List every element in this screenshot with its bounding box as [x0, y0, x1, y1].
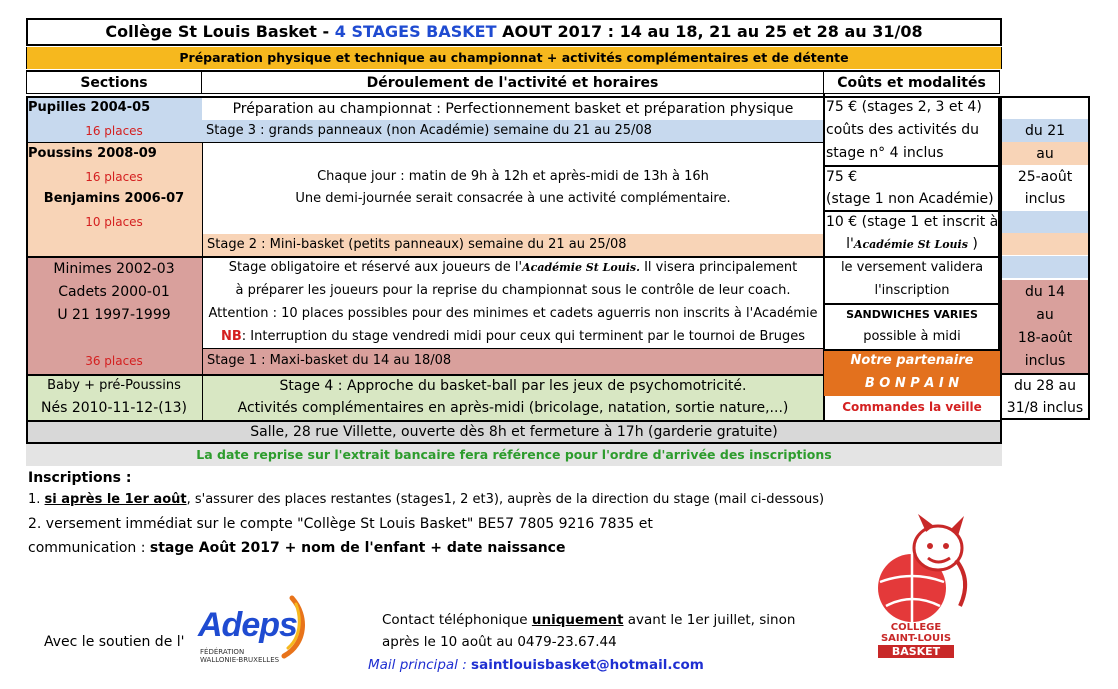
- basketball-devil-icon: [868, 510, 978, 625]
- pupilles-stage: Stage 3 : grands panneaux (non Académie) semaine du 21 au 25/08: [202, 120, 824, 142]
- contact-1-bold: uniquement: [531, 612, 624, 628]
- baby-years: Nés 2010-11-12-(13): [41, 400, 187, 416]
- minimes-desc-line4: [202, 326, 824, 348]
- pupilles-places: 16 places: [85, 124, 143, 138]
- nb-label: NB: [220, 329, 242, 344]
- date-7: 18-août: [1017, 330, 1073, 346]
- cost-line-7: [824, 233, 1000, 255]
- date-1: du 21: [1024, 123, 1066, 139]
- baby-label: Baby + pré-Poussins: [47, 378, 181, 393]
- adeps-logo: [196, 592, 312, 672]
- col-header-sections: Sections: [26, 70, 202, 94]
- minimes-desc-line3: Attention : 10 places possibles pour des minimes et cadets aguerris non inscrits à l'Académie: [208, 306, 818, 321]
- benjamins-places: 10 places: [85, 215, 143, 229]
- poussins-desc-line1: Chaque jour : matin de 9h à 12h et après-midi de 13h à 16h: [317, 169, 709, 184]
- subtitle: Préparation physique et technique au championnat + activités complémentaires et de détente: [179, 50, 849, 65]
- cost-line-7-c: ): [967, 236, 978, 252]
- sandwich-title: SANDWICHES VARIES: [846, 308, 978, 321]
- date-5: du 14: [1024, 284, 1066, 300]
- col-header-deroulement: Déroulement de l'activité et horaires: [202, 70, 824, 94]
- contact-1-post: avant le 1er juillet, sinon: [623, 612, 796, 628]
- mail-label: Mail principal :: [368, 657, 472, 673]
- adeps-sub-2: WALLONIE-BRUXELLES: [200, 656, 280, 664]
- club-logo: [868, 510, 978, 660]
- minimes-desc-line2: à préparer les joueurs pour la reprise du championnat sous le contrôle de leur coach.: [235, 283, 791, 298]
- title-suffix: AOUT 2017 : 14 au 18, 21 au 25 et 28 au 31/08: [496, 22, 923, 41]
- support-text: Avec le soutien de l': [44, 634, 185, 650]
- inscription-1-rest: , s'assurer des places restantes (stages1, 2 et3), auprès de la direction du stage (mail ci-dessous): [186, 492, 825, 507]
- venue-row: Salle, 28 rue Villette, ouverte dès 8h et fermeture à 17h (garderie gratuite): [26, 420, 1002, 444]
- baby-desc-line1: Stage 4 : Approche du basket-ball par les jeux de psychomotricité.: [279, 378, 747, 394]
- inscription-1-bold: si après le 1er août: [44, 492, 187, 507]
- dates-bg-peach-2: [1002, 233, 1088, 255]
- club-logo-line-3: BASKET: [878, 645, 954, 658]
- club-logo-line-1: COLLEGE: [890, 622, 942, 633]
- date-4: inclus: [1024, 191, 1066, 207]
- minimes-label: Minimes 2002-03: [53, 261, 175, 277]
- poussins-places: 16 places: [85, 170, 143, 184]
- date-9: du 28 au: [1014, 378, 1076, 394]
- inscription-line-3: [28, 537, 928, 559]
- subtitle-bar: [26, 47, 1002, 69]
- cadets-label: Cadets 2000-01: [58, 284, 170, 300]
- cost-line-5: (stage 1 non Académie): [826, 191, 994, 207]
- cost-line-6: 10 € (stage 1 et inscrit à: [826, 214, 998, 230]
- cost-line-8: le versement validera: [840, 260, 984, 275]
- date-3: 25-août: [1017, 169, 1073, 185]
- adeps-sub-1: FÉDÉRATION: [200, 648, 245, 656]
- contact-line-2: après le 10 août au 0479-23.67.44: [382, 634, 617, 650]
- partner-name: B O N P A I N: [864, 376, 960, 391]
- cost-line-3: stage n° 4 inclus: [826, 145, 944, 161]
- minimes-line1-c: Il visera principalement: [639, 260, 798, 275]
- partner-orders: Commandes la veille: [842, 400, 982, 414]
- minimes-line1-a: Stage obligatoire et réservé aux joueurs de l': [228, 260, 523, 275]
- mail-line: [368, 654, 798, 676]
- mail-link[interactable]: saintlouisbasket@hotmail.com: [471, 657, 704, 673]
- cost-line-7-a: l': [846, 236, 854, 252]
- minimes-stage: Stage 1 : Maxi-basket du 14 au 18/08: [202, 348, 824, 374]
- date-10: 31/8 inclus: [1006, 400, 1084, 416]
- baby-desc-line2: Activités complémentaires en après-midi (bricolage, natation, sortie nature,...): [237, 400, 789, 416]
- poussins-stage: Stage 2 : Mini-basket (petits panneaux) semaine du 21 au 25/08: [202, 234, 824, 256]
- cost-line-1: 75 € (stages 2, 3 et 4): [826, 99, 982, 115]
- dates-bg-blue-3: [1002, 256, 1088, 278]
- date-8: inclus: [1024, 353, 1066, 369]
- club-logo-line-2: SAINT-LOUIS: [880, 633, 952, 644]
- inscription-1-num: 1.: [28, 492, 45, 507]
- inscription-line-1: [28, 489, 928, 511]
- col-header-couts: Coûts et modalités: [824, 70, 1000, 94]
- sandwich-sub: possible à midi: [863, 329, 961, 344]
- pupilles-label: Pupilles 2004-05: [28, 100, 151, 115]
- inscription-3-bold: stage Août 2017 + nom de l'enfant + date naissance: [149, 540, 566, 556]
- u21-label: U 21 1997-1999: [57, 307, 171, 323]
- academie-name: Académie St Louis.: [522, 261, 640, 274]
- partner-title: Notre partenaire: [850, 353, 974, 368]
- inscriptions-title: Inscriptions :: [28, 470, 132, 486]
- poussins-desc-line2: Une demi-journée serait consacrée à une activité complémentaire.: [295, 191, 731, 206]
- cost-line-4: 75 €: [826, 169, 858, 185]
- title-prefix: Collège St Louis Basket -: [105, 22, 335, 41]
- contact-1-pre: Contact téléphonique: [382, 612, 532, 628]
- date-6: au: [1036, 307, 1054, 323]
- cost-academie: Académie St Louis: [853, 238, 968, 251]
- minimes-desc-line1: [202, 257, 824, 279]
- minimes-places: 36 places: [85, 354, 143, 368]
- title-bar: [26, 18, 1002, 46]
- inscription-3-pre: communication :: [28, 540, 150, 556]
- reference-note: La date reprise sur l'extrait bancaire fera référence pour l'ordre d'arrivée des inscriptions: [26, 444, 1002, 466]
- adeps-logo-text: Adeps: [198, 606, 297, 644]
- minimes-line4-text: : Interruption du stage vendredi midi pour ceux qui terminent par le tournoi de Bruges: [241, 329, 806, 344]
- date-2: au: [1036, 146, 1054, 162]
- poussins-label: Poussins 2008-09: [28, 146, 157, 161]
- cost-line-2: coûts des activités du: [826, 122, 980, 138]
- inscription-line-2: 2. versement immédiat sur le compte "Collège St Louis Basket" BE57 7805 9216 7835 et: [28, 516, 653, 532]
- contact-line-1: [382, 609, 812, 631]
- pupilles-desc: Préparation au championnat : Perfectionnement basket et préparation physique: [202, 96, 824, 120]
- benjamins-label: Benjamins 2006-07: [43, 191, 185, 206]
- cost-line-9: l'inscription: [874, 283, 950, 298]
- dates-bg-blue-2: [1002, 211, 1088, 233]
- title-highlight: 4 STAGES BASKET: [334, 22, 497, 41]
